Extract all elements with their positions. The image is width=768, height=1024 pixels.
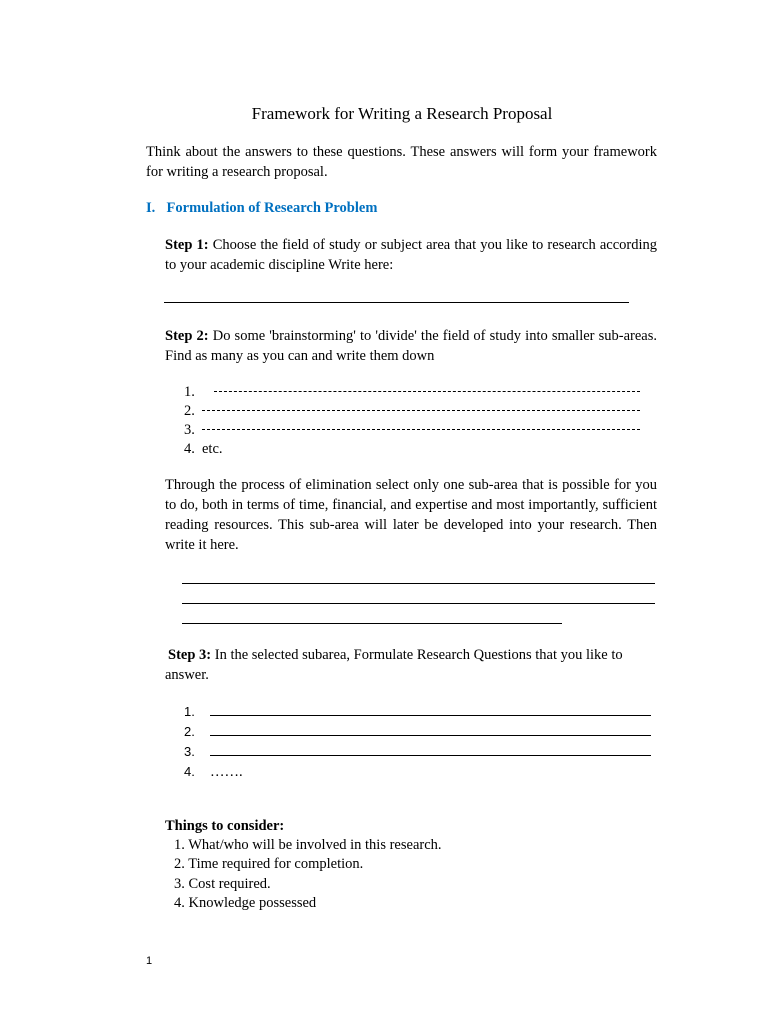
step3-label: Step 3: <box>168 647 212 663</box>
step3-item-1-num: 1. <box>184 704 195 719</box>
step3-paragraph <box>165 645 660 685</box>
step2-text: Do some 'brainstorming' to 'divide' the field of study into smaller sub-areas. Find as many as you can and write them down <box>165 328 657 364</box>
step3-item-3-num: 3. <box>184 744 195 759</box>
page-number: 1 <box>146 955 153 967</box>
step3-item-1-line[interactable] <box>210 715 651 716</box>
step1-answer-line[interactable] <box>164 302 629 303</box>
step2-item-1-line[interactable] <box>214 391 640 392</box>
page-title: Framework for Writing a Research Proposal <box>251 104 553 123</box>
step1-label: Step 1: <box>165 237 209 253</box>
step3-text: In the selected subarea, Formulate Research Questions that you like to answer. <box>165 647 623 683</box>
subarea-line-2[interactable] <box>182 603 655 604</box>
step2-item-4-num: 4. <box>184 441 195 457</box>
step3-item-4-text: ……. <box>210 764 243 780</box>
intro-paragraph: Think about the answers to these questions. These answers will form your framework for writing a research proposal. <box>146 144 657 180</box>
step1-paragraph <box>165 235 657 275</box>
considerations-heading: Things to consider: <box>165 818 285 834</box>
step3-item-2-line[interactable] <box>210 735 651 736</box>
subarea-line-3[interactable] <box>182 623 562 624</box>
step1-text: Choose the field of study or subject area that you like to research according to your academic discipline Write here: <box>165 237 658 273</box>
step2-item-3-num: 3. <box>184 422 195 438</box>
step3-item-4-num: 4. <box>184 764 195 779</box>
consideration-item: 2. Time required for completion. <box>174 856 364 872</box>
elimination-paragraph: Through the process of elimination select only one sub-area that is possible for you to do, both in terms of time, financial, and expertise and most importantly, sufficient reading resources. This sub-area will later be developed into your research. Then write it here. <box>165 477 657 553</box>
section-numeral: I. <box>146 200 156 216</box>
subarea-line-1[interactable] <box>182 583 655 584</box>
section-heading <box>146 198 377 218</box>
step2-item-2-num: 2. <box>184 403 195 419</box>
step2-item-3-line[interactable] <box>202 429 640 430</box>
step3-item-3-line[interactable] <box>210 755 651 756</box>
consideration-item: 3. Cost required. <box>174 876 271 892</box>
section-title: Formulation of Research Problem <box>166 200 378 216</box>
step2-item-1-num: 1. <box>184 384 195 400</box>
step2-item-4-text: etc. <box>202 441 223 457</box>
consideration-item: 1. What/who will be involved in this research. <box>174 837 442 853</box>
step2-label: Step 2: <box>165 328 209 344</box>
step2-item-2-line[interactable] <box>202 410 640 411</box>
step2-paragraph <box>165 326 657 366</box>
consideration-item: 4. Knowledge possessed <box>174 895 317 911</box>
step3-item-2-num: 2. <box>184 724 195 739</box>
